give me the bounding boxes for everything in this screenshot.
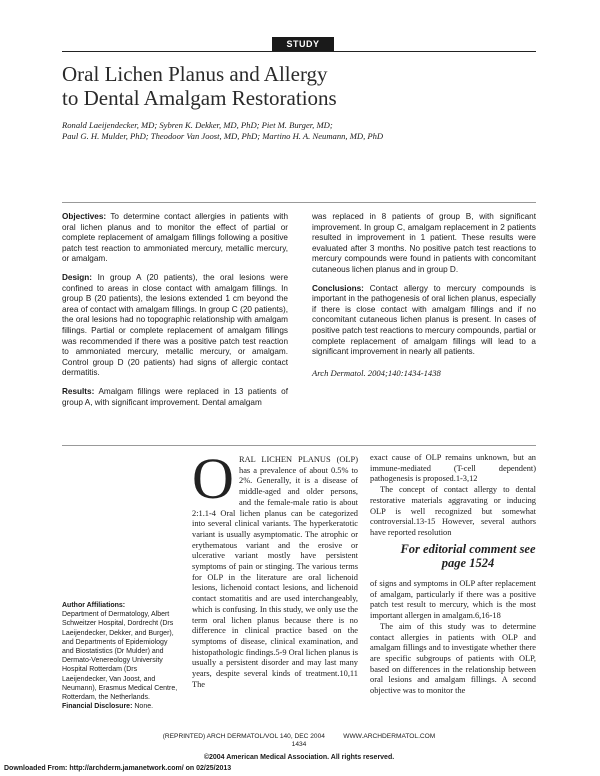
abstract-results	[62, 387, 288, 408]
abstract-rule	[62, 202, 536, 203]
body-paragraph-1: RAL LICHEN PLANUS (OLP) has a prevalence of about 0.5% to 2%. Generally, it is a disease of middle-aged and older persons, and the female-male ratio is about 2:1.1-4 Oral lichen planus can be categorized into several clinical variants. The hyperkeratotic variant is usually asymptomatic. The atrophic or erythematous variant and the erosive or ulcerative variant mostly have persistent symptoms of pain or stinging. The various terms for OLP in the literature are oral lichenoid lesions, lichenoid contact lesions, and lichenoid contact stomatitis and are used interchangeably, which is confusing. In this study, we only use the term oral lichen planus because there is no difference in clinical practice based on the symptoms of disease, clinical examination, and histopathologic findings.5-9 Oral lichen planus is usually a persistent disorder and may last many years, despite several kinds of treatment.10,11 The	[192, 455, 358, 689]
objectives-text: To determine contact allergies in patients with oral lichen planus and to monitor the effect of partial or complete replacement of amalgam fillings following a positive patch test reaction to ammoniated mercury, metallic mercury, or amalgam.	[62, 212, 288, 264]
authors-line-2: Paul G. H. Mulder, PhD; Theodoor Van Joost, MD, PhD; Martino H. A. Neumann, MD, PhD	[62, 131, 384, 141]
running-footer	[62, 733, 536, 749]
abstract-left-column	[62, 212, 288, 416]
results-label: Results:	[62, 386, 95, 396]
body-paragraph-5: The aim of this study was to determine contact allergies in patients with OLP and amalgam fillings and to investigate whether there are specific subgroups of patients with OLP, based on differences in the relationship between oral lesions and amalgam fillings. A second objective was to monitor the	[370, 621, 536, 696]
abstract-results-continued: was replaced in 8 patients of group B, with significant improvement. In group C, amalgam replacement in 2 patients resulted in improvement in 1 patient. These results were evaluated after 3 months. No positive patch test reactions to mercury compounds were found in patients with concomitant cutaneous lichen planus and in group D.	[312, 212, 536, 274]
author-list	[62, 120, 536, 142]
title-line-1: Oral Lichen Planus and Allergy	[62, 62, 328, 86]
drop-cap-space	[192, 455, 239, 499]
affiliations-label: Author Affiliations:	[62, 602, 126, 609]
body-column-2-bottom	[370, 579, 536, 697]
disclosure-text: None.	[132, 703, 154, 711]
abstract-objectives	[62, 212, 288, 265]
body-paragraph-4: of signs and symptoms in OLP after replacement of amalgam, particularly if there was a positive patch test result to mercury, which is the most important allergen in amalgam.6,16-18	[370, 579, 536, 621]
design-text: In group A (20 patients), the oral lesions were confined to areas in close contact with amalgam fillings. In group B (20 patients), the lesions extended 1 cm beyond the area of contact with amalgam fillings. In group C (20 patients), the oral lesions had no topographic relationship with amalgam fillings. Partial or complete replacement of amalgam fillings was recommended if there was a positive patch test reaction to ammoniated mercury, metallic mercury, or amalgam. Control group D (20 patients) had signs of allergic contact dermatitis.	[62, 272, 288, 378]
copyright-notice: ©2004 American Medical Association. All rights reserved.	[203, 754, 395, 761]
footer-journal-line: (REPRINTED) ARCH DERMATOL/VOL 140, DEC 2004 WWW.ARCHDERMATOL.COM	[162, 733, 436, 740]
affiliations-text: Department of Dermatology, Albert Schweitzer Hospital, Dordrecht (Drs Laeijendecker, Dekker, and Burger), and Departments of Epidemiology and Biostatistics (Dr Mulder) and Dermato-Venereology University Hospital Rotterdam (Drs Laeijendecker, Van Joost, and Neumann), Erasmus Medical Centre, Rotterdam, the Netherlands.	[62, 611, 178, 702]
drop-cap: O	[192, 446, 234, 511]
article-title	[62, 62, 532, 110]
conclusions-label: Conclusions:	[312, 283, 364, 293]
abstract-design	[62, 273, 288, 379]
disclosure-label: Financial Disclosure:	[62, 703, 133, 711]
abstract-right-column	[312, 212, 536, 386]
results-text: Amalgam fillings were replaced in 13 patients of group A, with significant improvement. Dental amalgam	[62, 386, 288, 407]
body-column-1	[192, 446, 358, 690]
objectives-label: Objectives:	[62, 212, 107, 221]
body-rule	[62, 445, 536, 446]
author-affiliations	[62, 601, 180, 711]
editorial-comment-callout: For editorial comment see page 1524	[400, 542, 536, 570]
citation: Arch Dermatol. 2004;140:1434-1438	[312, 367, 441, 378]
body-paragraph-3: The concept of contact allergy to dental restorative materials aggravating or inducing OLP is well recognized but somewhat controversial.13-15 However, several authors have reported resolution	[370, 485, 536, 537]
design-label: Design:	[62, 272, 93, 282]
section-badge: STUDY	[272, 37, 334, 52]
body-paragraph-2: exact cause of OLP remains unknown, but an immune-mediated (T-cell dependent) pathogenesis is proposed.1-3,12	[370, 453, 536, 484]
title-line-2: to Dental Amalgam Restorations	[62, 86, 337, 110]
header-rule	[62, 51, 536, 52]
conclusions-text: Contact allergy to mercury compounds is important in the pathogenesis of oral lichen planus, especially if there is close contact with amalgam fillings and if no concomitant cutaneous lichen planus is present. In cases of positive patch test reactions to mercury compounds, partial or complete replacement of amalgam fillings will lead to a significant improvement in nearly all patients.	[312, 283, 536, 357]
body-column-2-top	[370, 453, 536, 539]
download-notice: Downloaded From: http://archderm.jamanetwork.com/ on 02/25/2013	[4, 765, 232, 772]
abstract-conclusions	[312, 284, 536, 358]
authors-line-1: Ronald Laeijendecker, MD; Sybren K. Dekker, MD, PhD; Piet M. Burger, MD;	[62, 120, 333, 130]
page-number: 1434	[291, 741, 307, 748]
